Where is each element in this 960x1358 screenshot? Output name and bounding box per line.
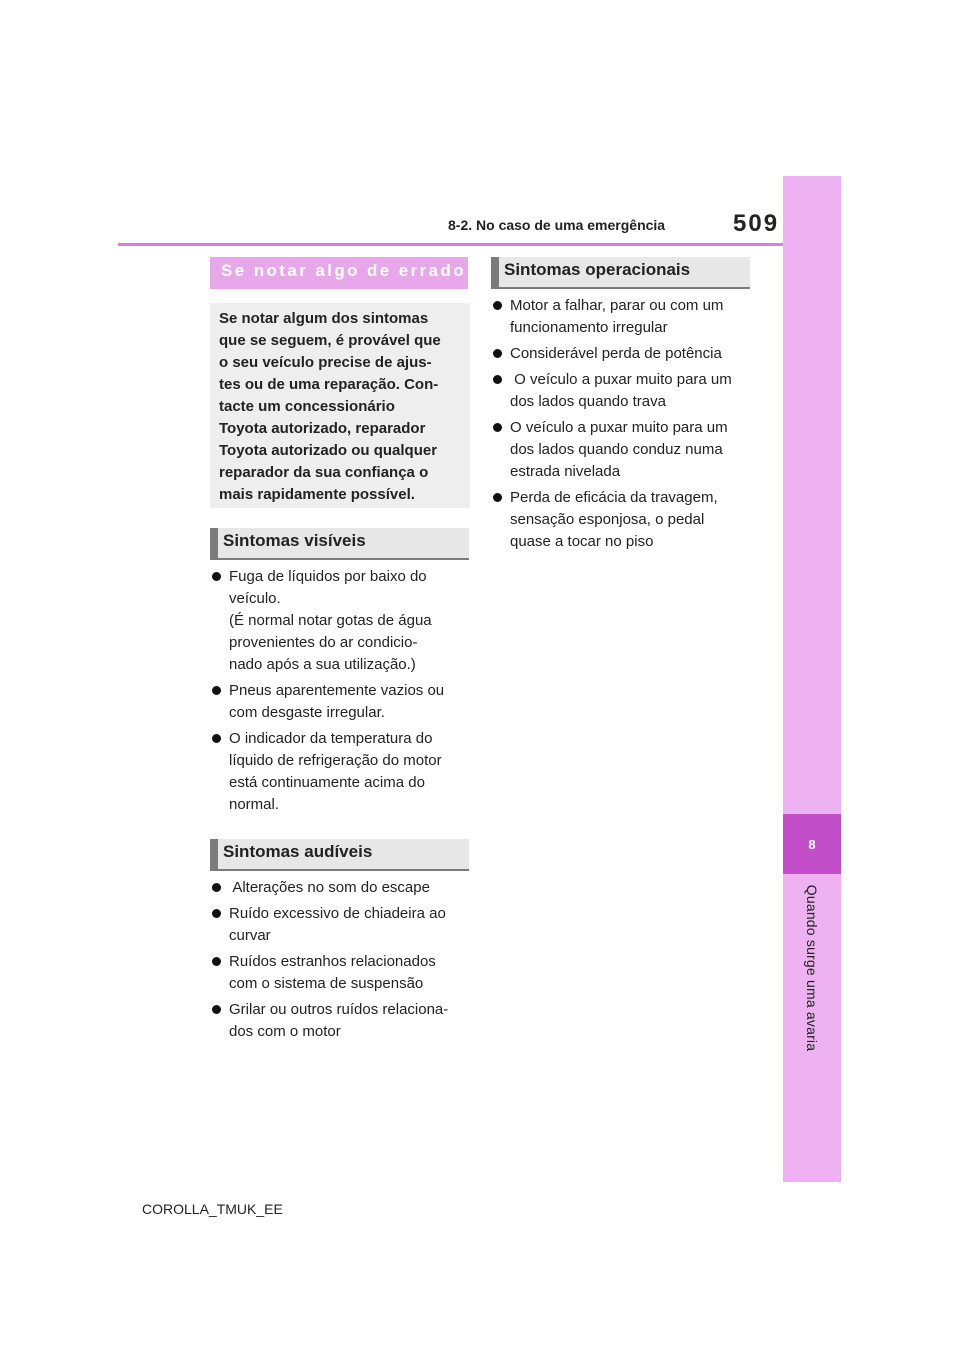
intro-line: o seu veículo precise de ajus- [219,354,432,371]
visible-symptoms-heading: Sintomas visíveis [210,528,469,560]
list-item: O indicador da temperatura do líquido de refrigeração do motor está continuamente acima do normal. [211,728,473,816]
visible-symptoms-list [211,566,473,820]
list-item: Grilar ou outros ruídos relaciona- dos com o motor [211,999,473,1043]
list-item: O veículo a puxar muito para um dos lados quando trava [492,369,754,413]
header-divider [118,243,783,246]
intro-line: Toyota autorizado, reparador [219,420,426,437]
intro-line: que se seguem, é provável que [219,332,441,349]
intro-line: reparador da sua confiança o [219,464,429,481]
list-item: Alterações no som do escape [211,877,473,899]
section-heading: 8-2. No caso de uma emergência [448,217,666,233]
operational-symptoms-heading: Sintomas operacionais [491,257,750,289]
list-item: Ruídos estranhos relacionados com o sistema de suspensão [211,951,473,995]
chapter-number-tab[interactable]: 8 [783,814,841,874]
chapter-title-label: Quando surge uma avaria [804,884,820,1052]
list-item: Considerável perda de potência [492,343,754,365]
intro-line: tes ou de uma reparação. Con- [219,376,439,393]
audible-symptoms-list [211,877,473,1047]
intro-line: Toyota autorizado ou qualquer [219,442,438,459]
document-code: COROLLA_TMUK_EE [142,1201,283,1217]
list-item: Fuga de líquidos por baixo do veículo. (É normal notar gotas de água provenientes do ar condicio- nado após a sua utilização.) [211,566,473,676]
list-item: Ruído excessivo de chiadeira ao curvar [211,903,473,947]
topic-banner: Se notar algo de errado [210,257,468,289]
page-number: 509 [733,210,780,237]
intro-line: tacte um concessionário [219,398,395,415]
operational-symptoms-list [492,295,754,557]
list-item: Pneus aparentemente vazios ou com desgaste irregular. [211,680,473,724]
audible-symptoms-heading: Sintomas audíveis [210,839,469,871]
list-item: O veículo a puxar muito para um dos lados quando conduz numa estrada nivelada [492,417,754,483]
intro-line: mais rapidamente possível. [219,486,415,503]
list-item: Perda de eficácia da travagem, sensação esponjosa, o pedal quase a tocar no piso [492,487,754,553]
intro-notice-box [210,303,470,508]
list-item: Motor a falhar, parar ou com um funcionamento irregular [492,295,754,339]
intro-line: Se notar algum dos sintomas [219,310,429,327]
